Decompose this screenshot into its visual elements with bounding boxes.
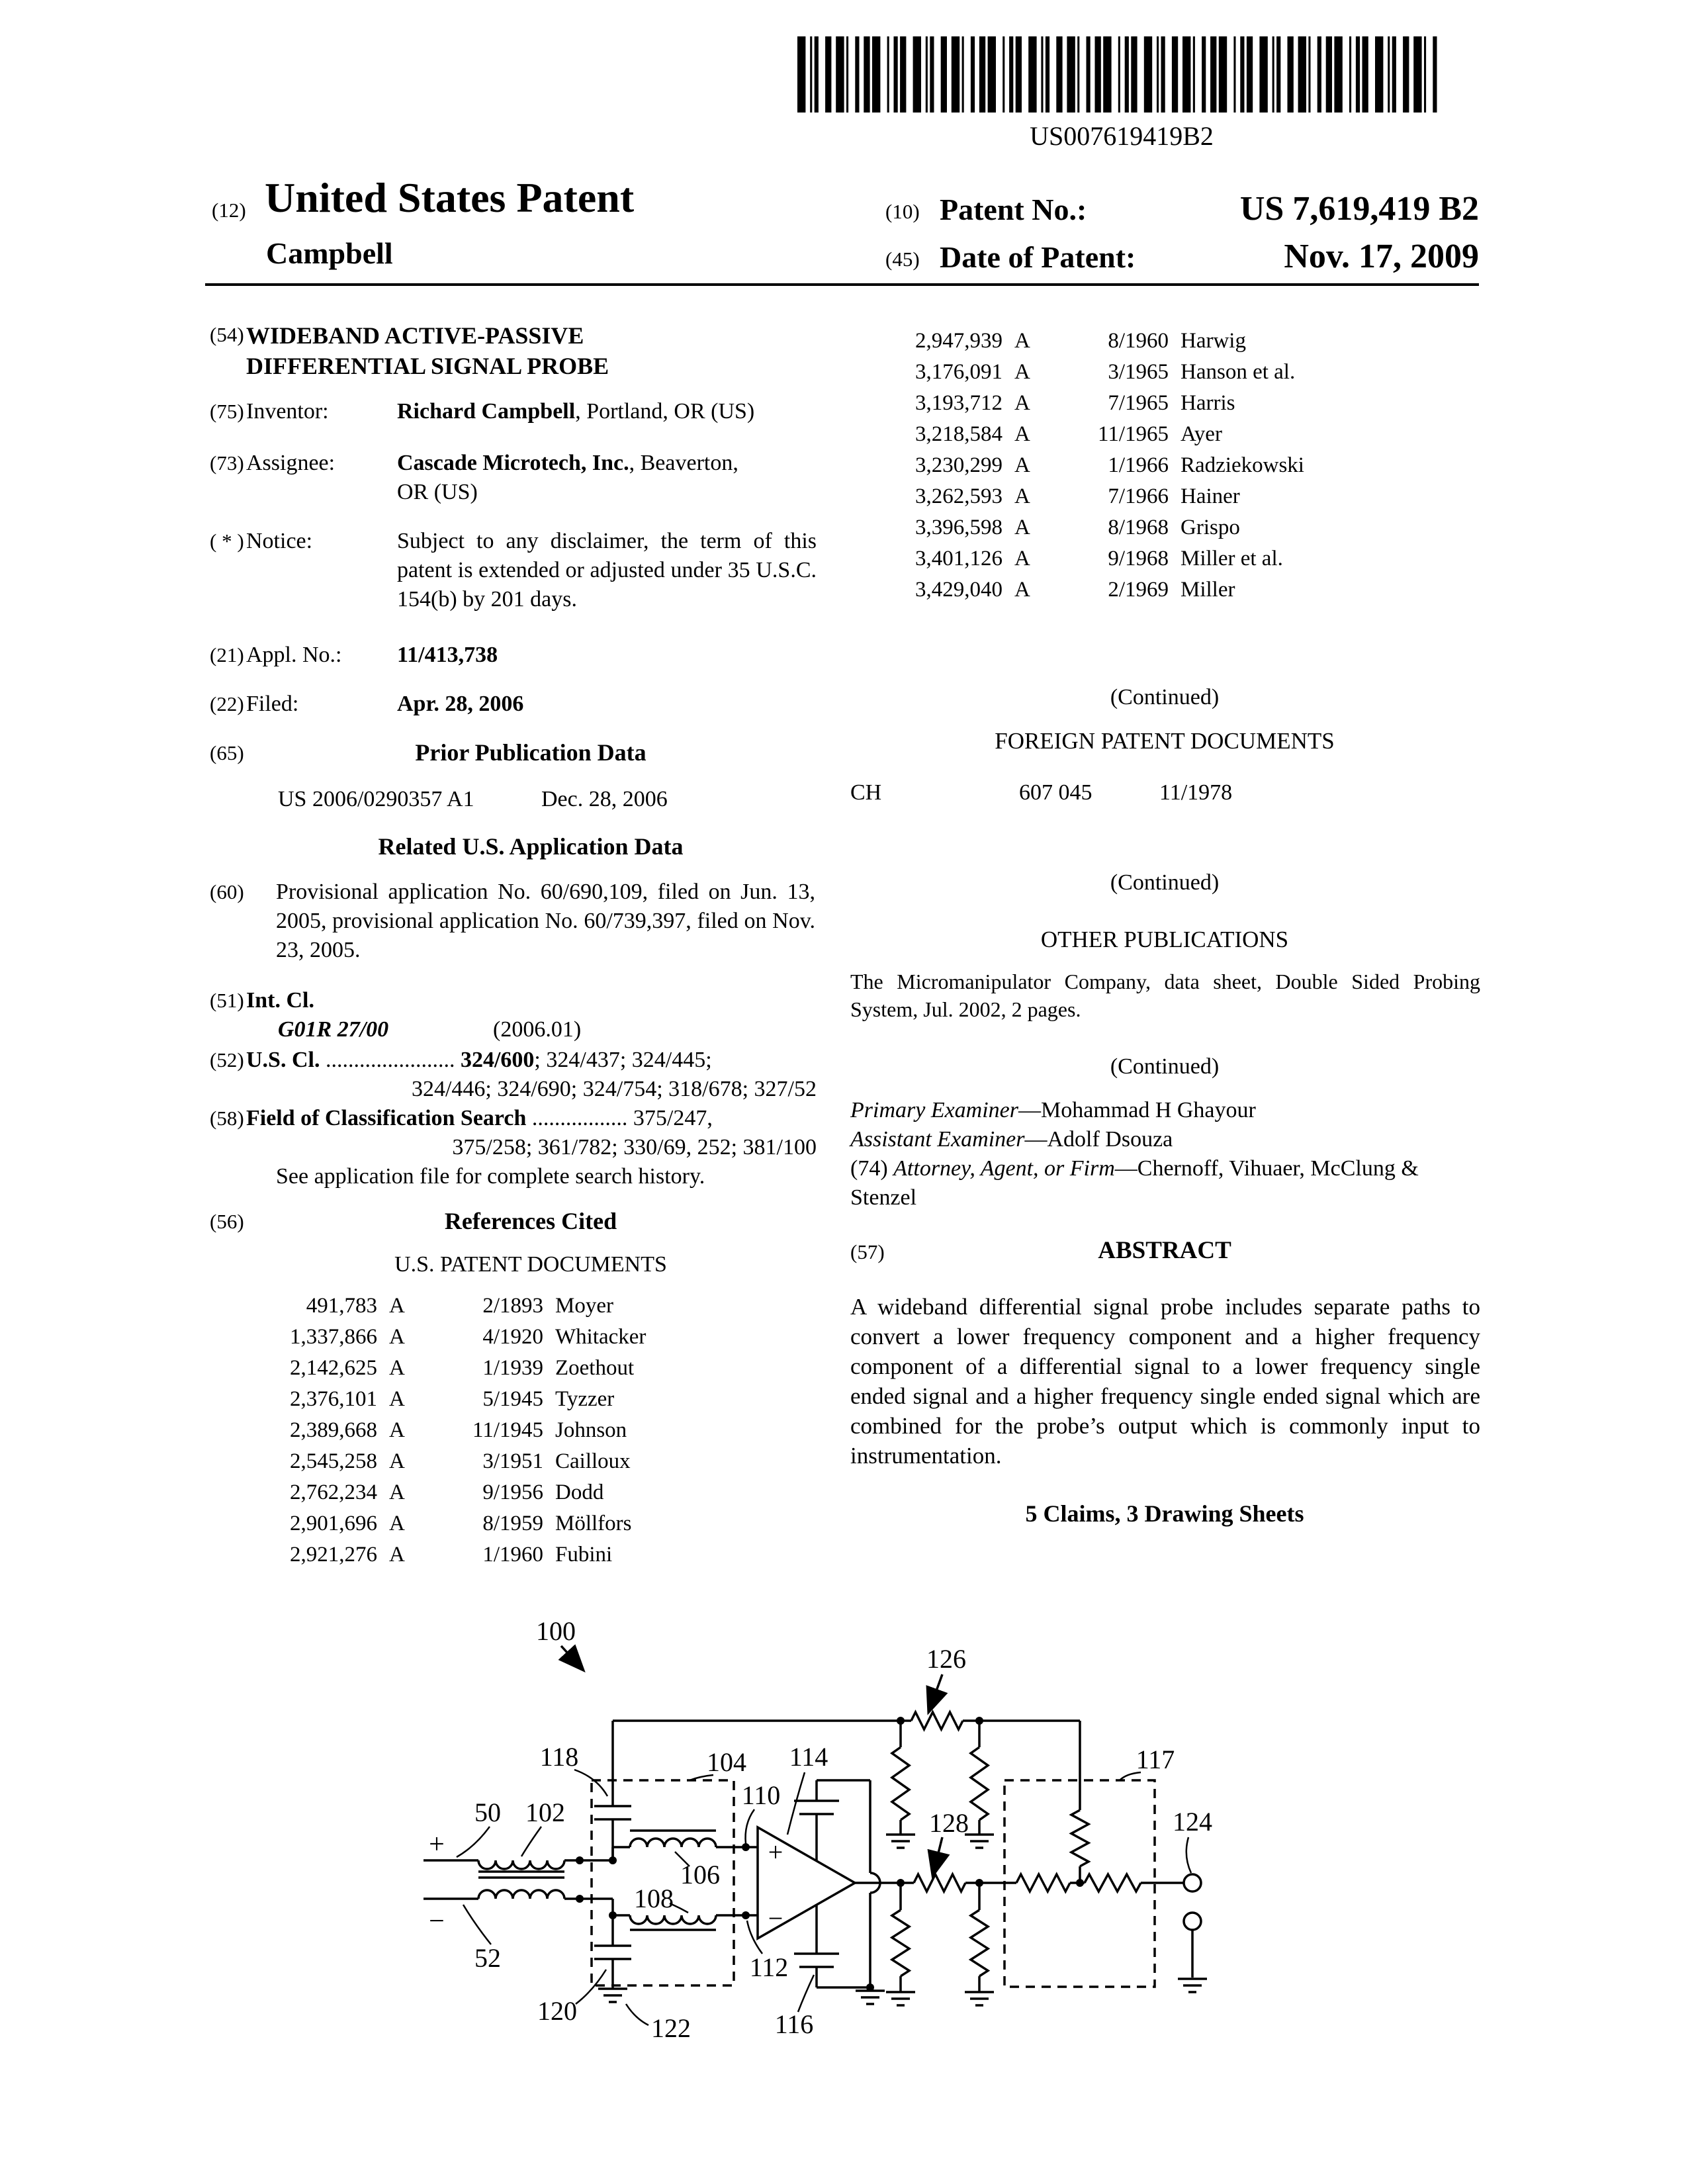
fig-label-50: 50 — [474, 1797, 501, 1827]
document-type: United States Patent — [265, 174, 635, 221]
us-patent-docs-heading: U.S. PATENT DOCUMENTS — [394, 1252, 667, 1277]
ref-number: 2,762,234 — [290, 1480, 377, 1504]
field-60-text: Provisional application No. 60/690,109, filed on Jun. 13, 2005, provisional application No. 60/739,397, filed on Nov. 23, 2005. — [276, 880, 815, 962]
foreign-ref-country: CH — [850, 780, 882, 805]
ref-date: 8/1960 — [1108, 329, 1169, 353]
fig-amp-minus-sign: − — [768, 1903, 783, 1933]
field-60-tag: (60) — [210, 880, 244, 903]
ref-kind-code: A — [1014, 360, 1030, 384]
fig-label-117: 117 — [1136, 1745, 1175, 1774]
table-row — [867, 450, 1479, 481]
table-row — [242, 1291, 816, 1322]
ref-date: 9/1968 — [1108, 547, 1169, 570]
notice-label: Notice: — [246, 529, 313, 553]
field-search-line-3: See application file for complete search history. — [276, 1164, 705, 1189]
ref-kind-code: A — [389, 1512, 405, 1535]
date-of-patent-label: Date of Patent: — [940, 240, 1136, 274]
date-of-patent-value: Nov. 17, 2009 — [1284, 238, 1479, 275]
ref-date: 2/1893 — [482, 1294, 543, 1318]
field-56-tag: (56) — [210, 1210, 244, 1233]
ref-date: 3/1965 — [1108, 360, 1169, 384]
header-tag-12: (12) — [212, 199, 246, 222]
fig-label-122: 122 — [651, 2013, 691, 2043]
ref-kind-code: A — [1014, 422, 1030, 446]
attorney-line — [850, 1154, 1480, 1212]
ref-date: 4/1920 — [482, 1325, 543, 1349]
ref-number: 3,429,040 — [915, 578, 1003, 602]
table-row — [867, 574, 1479, 606]
ref-date: 8/1968 — [1108, 516, 1169, 539]
table-row — [242, 1446, 816, 1477]
ref-inventor: Miller et al. — [1181, 547, 1283, 570]
ref-kind-code: A — [389, 1387, 405, 1411]
assignee-value — [397, 449, 821, 507]
ref-inventor: Zoethout — [555, 1356, 635, 1380]
attorney-name: —Chernoff, Vihuaer, McClung & Stenzel — [850, 1156, 1419, 1210]
ref-inventor: Fubini — [555, 1543, 613, 1567]
fig-label-124: 124 — [1173, 1807, 1212, 1837]
header-divider — [205, 283, 1479, 286]
prior-pub-heading: Prior Publication Data — [415, 739, 646, 766]
field-65-tag: (65) — [210, 741, 244, 764]
assistant-examiner-name: —Adolf Dsouza — [1024, 1127, 1173, 1152]
other-publications-heading: OTHER PUBLICATIONS — [1040, 927, 1289, 952]
appl-no-label: Appl. No.: — [246, 643, 342, 667]
us-refs-continued-table — [867, 326, 1479, 606]
ref-inventor: Harris — [1181, 391, 1235, 415]
ref-inventor: Ayer — [1181, 422, 1222, 446]
ref-number: 3,230,299 — [915, 453, 1003, 477]
ref-date: 3/1951 — [482, 1449, 543, 1473]
field-51-tag: (51) — [210, 989, 244, 1012]
table-row — [867, 512, 1479, 543]
barcode-number: US007619419B2 — [1030, 121, 1214, 151]
assignee-name: Cascade Microtech, Inc. — [397, 451, 629, 475]
ref-kind-code: A — [389, 1294, 405, 1318]
ref-number: 2,376,101 — [290, 1387, 377, 1411]
ref-date: 11/1965 — [1098, 422, 1169, 446]
fig-amp-plus-sign: + — [768, 1837, 783, 1867]
ref-number: 3,218,584 — [915, 422, 1003, 446]
ref-date: 8/1959 — [482, 1512, 543, 1535]
ref-number: 2,921,276 — [290, 1543, 377, 1567]
fig-label-52: 52 — [474, 1943, 501, 1973]
other-publications-text: The Micromanipulator Company, data sheet, Double Sided Probing System, Jul. 2002, 2 pages. — [850, 970, 1480, 1021]
field-22-tag: (22) — [210, 692, 244, 715]
ref-inventor: Whitacker — [555, 1325, 646, 1349]
field-52-tag: (52) — [210, 1048, 244, 1071]
ref-kind-code: A — [1014, 329, 1030, 353]
ref-number: 2,947,939 — [915, 329, 1003, 353]
title-line-2: DIFFERENTIAL SIGNAL PROBE — [246, 353, 609, 379]
us-cl-rest: ; 324/437; 324/445; — [534, 1048, 712, 1072]
field-21-tag: (21) — [210, 643, 244, 666]
ref-number: 3,396,598 — [915, 516, 1003, 539]
table-row — [867, 357, 1479, 388]
continued-marker-1: (Continued) — [1110, 685, 1220, 709]
fig-label-112: 112 — [749, 1952, 789, 1982]
int-cl-code: G01R 27/00 — [278, 1017, 389, 1042]
ref-inventor: Hanson et al. — [1181, 360, 1296, 384]
fig-label-110: 110 — [741, 1780, 781, 1810]
field-54-tag: (54) — [210, 323, 244, 346]
attorney-tag: (74) — [850, 1156, 888, 1181]
inventor-name: Richard Campbell — [397, 399, 576, 424]
table-row — [242, 1384, 816, 1415]
prior-pub-number: US 2006/0290357 A1 — [278, 787, 474, 811]
fig-label-128: 128 — [929, 1808, 969, 1838]
us-cl-line-2: 324/446; 324/690; 324/754; 318/678; 327/52 — [411, 1077, 817, 1101]
table-row — [242, 1477, 816, 1508]
ref-inventor: Johnson — [555, 1418, 627, 1442]
ref-date: 1/1939 — [482, 1356, 543, 1380]
ref-number: 3,176,091 — [915, 360, 1003, 384]
primary-examiner-line — [850, 1096, 1256, 1125]
us-cl-primary: 324/600 — [460, 1048, 535, 1072]
header-tag-45: (45) — [885, 248, 920, 271]
fig-label-104: 104 — [707, 1747, 746, 1777]
ref-number: 2,142,625 — [290, 1356, 377, 1380]
patent-no-label: Patent No.: — [940, 193, 1087, 226]
fig-label-100: 100 — [536, 1616, 576, 1646]
ref-date: 11/1945 — [472, 1418, 543, 1442]
table-row — [867, 481, 1479, 512]
references-cited-heading: References Cited — [444, 1208, 617, 1234]
ref-kind-code: A — [1014, 547, 1030, 570]
patent-no-value: US 7,619,419 B2 — [1239, 190, 1479, 228]
ref-number: 2,901,696 — [290, 1512, 377, 1535]
fig-input-minus-sign: − — [429, 1906, 445, 1936]
field-58-tag: (58) — [210, 1107, 244, 1130]
barcode-image — [791, 36, 1452, 116]
ref-kind-code: A — [389, 1325, 405, 1349]
ref-kind-code: A — [389, 1480, 405, 1504]
table-row — [242, 1353, 816, 1384]
assistant-examiner-line — [850, 1125, 1173, 1154]
ref-date: 2/1969 — [1108, 578, 1169, 602]
fig-label-106: 106 — [680, 1860, 720, 1889]
fig-label-116: 116 — [774, 2009, 814, 2039]
us-cl-line-1 — [246, 1046, 817, 1075]
ref-kind-code: A — [1014, 578, 1030, 602]
ref-date: 1/1966 — [1108, 453, 1169, 477]
ref-number: 2,389,668 — [290, 1418, 377, 1442]
related-app-heading: Related U.S. Application Data — [378, 833, 684, 860]
table-row — [242, 1539, 816, 1570]
field-search-dots: ................. — [531, 1106, 628, 1130]
invention-title — [246, 320, 609, 381]
ref-kind-code: A — [389, 1418, 405, 1442]
ref-number: 3,262,593 — [915, 484, 1003, 508]
primary-examiner-label: Primary Examiner — [850, 1098, 1019, 1122]
ref-inventor: Cailloux — [555, 1449, 631, 1473]
continued-marker-2: (Continued) — [1110, 870, 1220, 895]
table-row — [867, 388, 1479, 419]
table-row — [867, 543, 1479, 574]
inventor-label: Inventor: — [246, 399, 329, 424]
filed-value: Apr. 28, 2006 — [397, 692, 524, 716]
filed-label: Filed: — [246, 692, 299, 716]
notice-text: Subject to any disclaimer, the term of this patent is extended or adjusted under 35 U.S.C. 154(b) by 201 days. — [397, 529, 817, 612]
ref-inventor: Dodd — [555, 1480, 604, 1504]
ref-inventor: Miller — [1181, 578, 1235, 602]
int-cl-label: Int. Cl. — [246, 988, 314, 1013]
table-row — [242, 1508, 816, 1539]
inventor-value — [397, 397, 754, 426]
ref-number: 3,193,712 — [915, 391, 1003, 415]
us-cl-dots: ....................... — [325, 1048, 455, 1072]
title-line-1: WIDEBAND ACTIVE-PASSIVE — [246, 322, 584, 349]
header-tag-10: (10) — [885, 200, 920, 223]
assignee-label: Assignee: — [246, 451, 335, 475]
ref-inventor: Möllfors — [555, 1512, 632, 1535]
ref-inventor: Hainer — [1181, 484, 1240, 508]
ref-date: 1/1960 — [482, 1543, 543, 1567]
ref-date: 7/1966 — [1108, 484, 1169, 508]
fig-input-plus-sign: + — [429, 1829, 445, 1860]
abstract-heading: ABSTRACT — [1098, 1237, 1231, 1264]
figure-1-circuit-diagram — [397, 1582, 1257, 2085]
ref-number: 3,401,126 — [915, 547, 1003, 570]
field-75-tag: (75) — [210, 400, 244, 423]
foreign-patent-docs-heading: FOREIGN PATENT DOCUMENTS — [995, 728, 1335, 754]
fig-label-102: 102 — [525, 1797, 565, 1827]
fig-label-126: 126 — [926, 1644, 966, 1674]
ref-kind-code: A — [1014, 453, 1030, 477]
field-search-line-2: 375/258; 361/782; 330/69, 252; 381/100 — [452, 1135, 817, 1160]
field-57-tag: (57) — [850, 1240, 885, 1263]
ref-number: 1,337,866 — [290, 1325, 377, 1349]
table-row — [242, 1322, 816, 1353]
table-row — [867, 326, 1479, 357]
ref-kind-code: A — [389, 1543, 405, 1567]
us-refs-table — [242, 1291, 816, 1570]
table-row — [867, 419, 1479, 450]
assignee-rest: , Beaverton, — [629, 451, 738, 475]
ref-number: 2,545,258 — [290, 1449, 377, 1473]
foreign-ref-number: 607 045 — [1019, 780, 1092, 805]
field-search-line-1 — [246, 1104, 817, 1133]
barcode-block — [791, 36, 1452, 152]
ref-kind-code: A — [389, 1449, 405, 1473]
fig-label-120: 120 — [537, 1996, 577, 2026]
assignee-line-2: OR (US) — [397, 480, 478, 504]
ref-inventor: Moyer — [555, 1294, 613, 1318]
claims-drawing-sheets-line: 5 Claims, 3 Drawing Sheets — [1025, 1500, 1304, 1527]
inventor-surname: Campbell — [266, 236, 393, 270]
assistant-examiner-label: Assistant Examiner — [850, 1127, 1025, 1152]
ref-kind-code: A — [389, 1356, 405, 1380]
int-cl-year: (2006.01) — [493, 1017, 582, 1042]
ref-inventor: Harwig — [1181, 329, 1246, 353]
fig-label-108: 108 — [634, 1884, 674, 1913]
fig-label-118: 118 — [539, 1742, 579, 1772]
fig-label-114: 114 — [789, 1742, 828, 1772]
continued-marker-3: (Continued) — [1110, 1054, 1220, 1079]
assignee-line-1 — [397, 449, 821, 478]
attorney-label: Attorney, Agent, or Firm — [893, 1156, 1115, 1181]
ref-inventor: Tyzzer — [555, 1387, 615, 1411]
ref-kind-code: A — [1014, 516, 1030, 539]
primary-examiner-name: —Mohammad H Ghayour — [1018, 1098, 1256, 1122]
field-73-tag: (73) — [210, 451, 244, 475]
notice-tag: ( * ) — [210, 529, 244, 553]
ref-inventor: Grispo — [1181, 516, 1240, 539]
ref-date: 5/1945 — [482, 1387, 543, 1411]
table-row — [242, 1415, 816, 1446]
abstract-text: A wideband differential signal probe includes separate paths to convert a lower frequency component and a higher frequency component of a differential signal to a lower frequency single ended signal and a higher frequency single ended signal which are combined for the probe’s output which is commonly input to instrumentation. — [850, 1294, 1480, 1469]
ref-inventor: Radziekowski — [1181, 453, 1304, 477]
ref-kind-code: A — [1014, 484, 1030, 508]
ref-date: 7/1965 — [1108, 391, 1169, 415]
ref-number: 491,783 — [306, 1294, 377, 1318]
foreign-ref-date: 11/1978 — [1159, 780, 1233, 805]
inventor-rest: , Portland, OR (US) — [575, 399, 755, 424]
us-cl-label: U.S. Cl. — [246, 1048, 320, 1072]
appl-no-value: 11/413,738 — [397, 643, 498, 667]
field-search-val: 375/247, — [633, 1106, 713, 1130]
field-search-label: Field of Classification Search — [246, 1106, 527, 1130]
prior-pub-date: Dec. 28, 2006 — [541, 787, 668, 811]
ref-kind-code: A — [1014, 391, 1030, 415]
ref-date: 9/1956 — [482, 1480, 543, 1504]
